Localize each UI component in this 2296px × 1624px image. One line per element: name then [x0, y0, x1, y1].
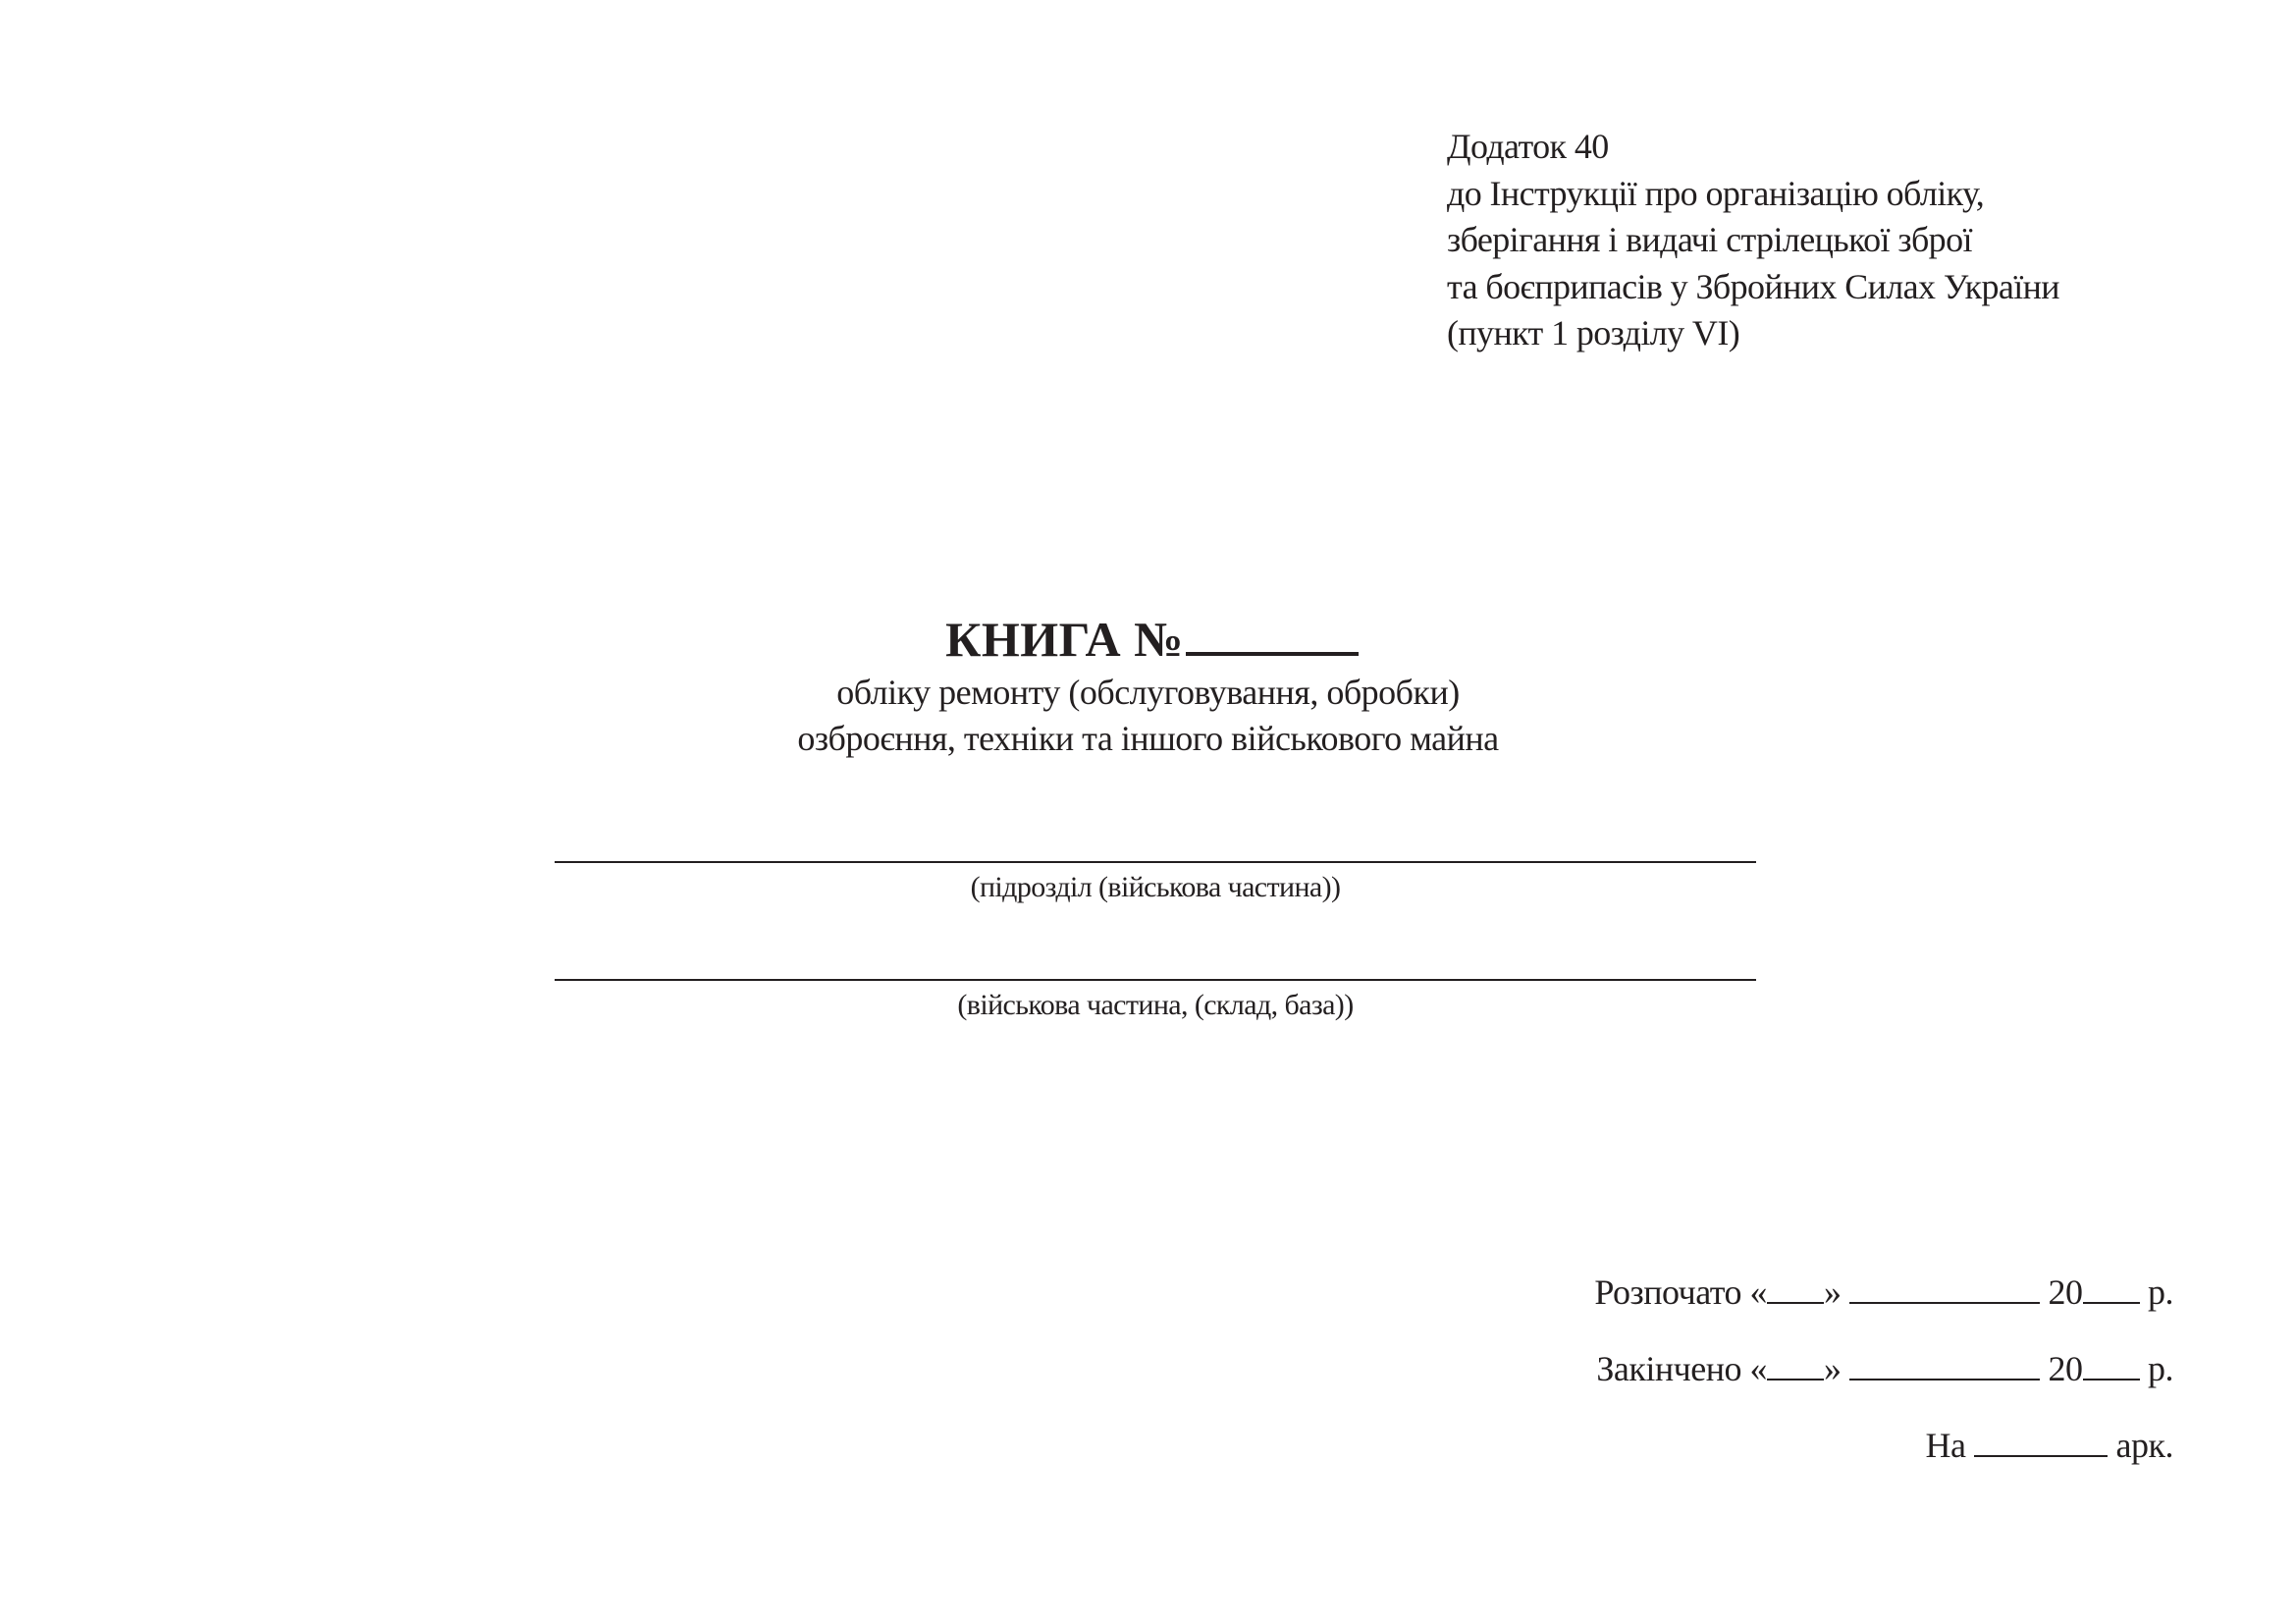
started-date-row — [1594, 1267, 2173, 1343]
document-subtitle-line-2: озброєння, техніки та іншого військового майна — [797, 719, 1499, 758]
open-quote: « — [1749, 1349, 1767, 1388]
appendix-header — [1447, 124, 2059, 357]
dates-block — [1594, 1267, 2173, 1496]
started-label: Розпочато — [1594, 1272, 1741, 1312]
started-day-field[interactable] — [1767, 1267, 1824, 1304]
finished-month-field[interactable] — [1849, 1343, 2040, 1380]
finished-label: Закінчено — [1596, 1349, 1741, 1388]
year-prefix: 20 — [2048, 1349, 2083, 1388]
appendix-line: до Інструкції про організацію обліку, — [1447, 173, 1985, 213]
sheets-suffix: арк. — [2115, 1426, 2173, 1465]
document-title-block — [0, 601, 2296, 762]
open-quote: « — [1749, 1272, 1767, 1312]
appendix-line: зберігання і видачі стрілецької зброї — [1447, 220, 1972, 259]
document-subtitle-line-1: обліку ремонту (обслуговування, обробки) — [836, 673, 1460, 712]
close-quote: » — [1824, 1349, 1842, 1388]
military-unit-field-caption: (військова частина, (склад, база)) — [957, 989, 1354, 1021]
year-prefix: 20 — [2048, 1272, 2083, 1312]
sheets-count-field[interactable] — [1974, 1420, 2108, 1457]
finished-date-row — [1594, 1343, 2173, 1420]
sheets-label: На — [1925, 1426, 1966, 1465]
title-heading: КНИГА № — [945, 612, 1184, 667]
appendix-number: Додаток 40 — [1447, 127, 1609, 166]
military-unit-field-line[interactable] — [555, 979, 1756, 981]
year-suffix: р. — [2148, 1272, 2173, 1312]
started-month-field[interactable] — [1849, 1267, 2040, 1304]
sheets-count-row — [1594, 1420, 2173, 1496]
finished-day-field[interactable] — [1767, 1343, 1824, 1380]
book-number-field[interactable] — [1186, 601, 1359, 656]
unit-field-line[interactable] — [555, 861, 1756, 863]
unit-field-caption: (підрозділ (військова частина)) — [970, 871, 1341, 903]
close-quote: » — [1824, 1272, 1842, 1312]
started-year-field[interactable] — [2083, 1267, 2140, 1304]
year-suffix: р. — [2148, 1349, 2173, 1388]
appendix-line: та боєприпасів у Збройних Силах України — [1447, 266, 2059, 306]
document-title — [8, 601, 2296, 670]
appendix-reference: (пункт 1 розділу VI) — [1447, 313, 1740, 352]
finished-year-field[interactable] — [2083, 1343, 2140, 1380]
